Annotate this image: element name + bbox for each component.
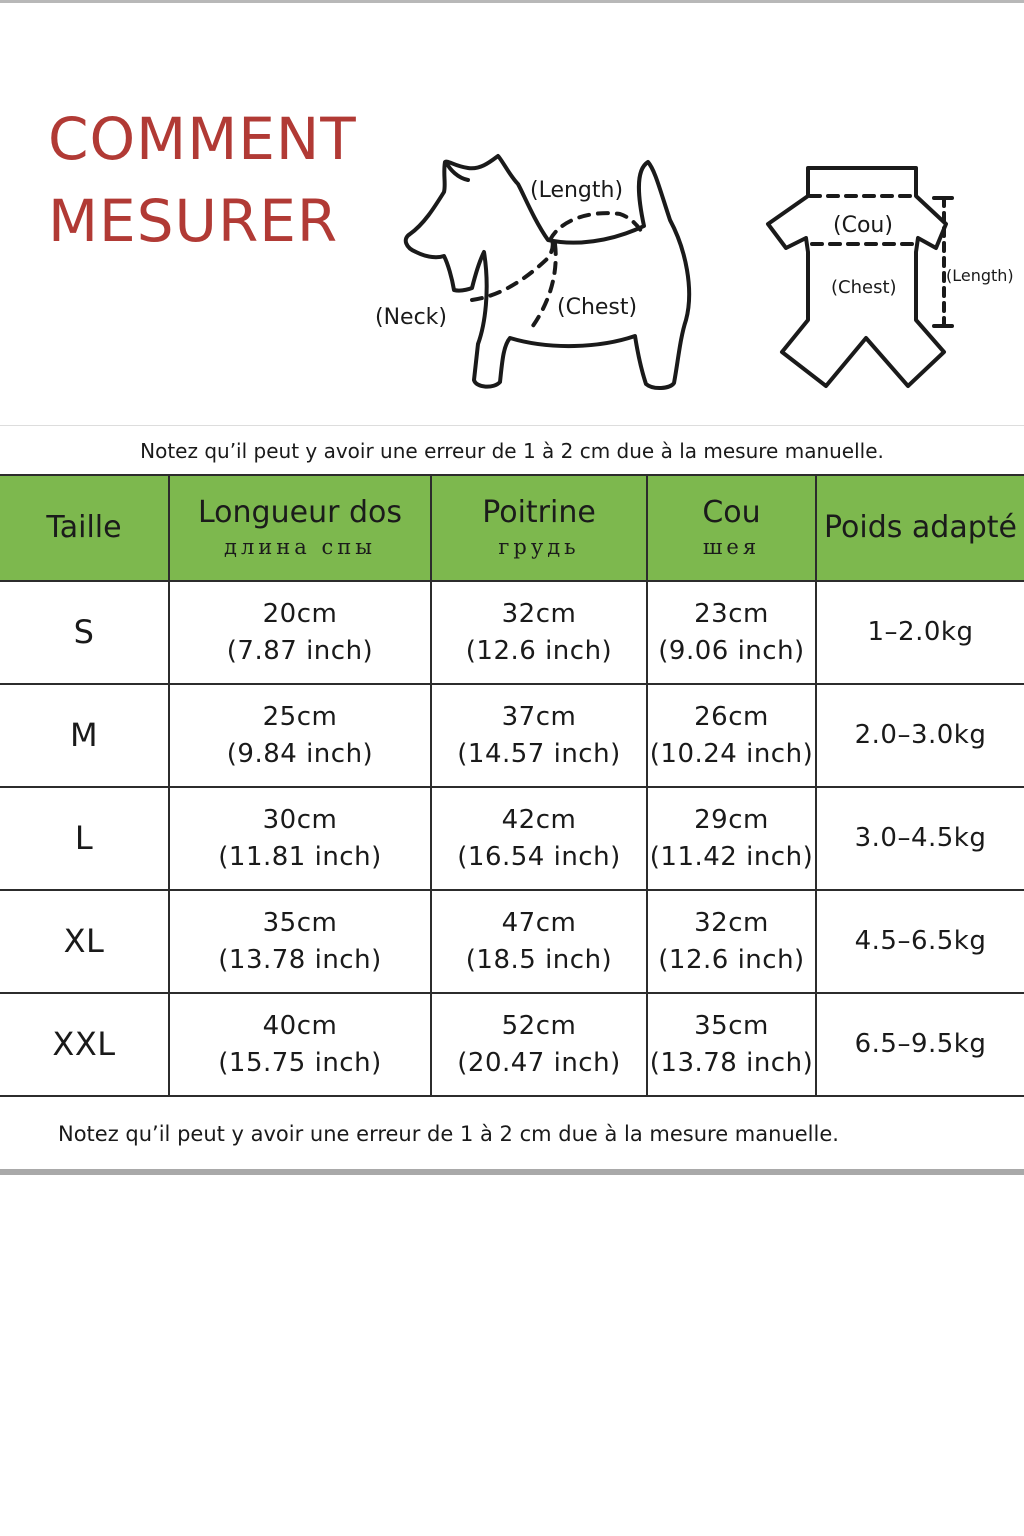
chest-inch: (20.47 inch) — [457, 1047, 621, 1078]
bottom-rule — [0, 1169, 1024, 1175]
back-length-cm: 40cm — [262, 1010, 338, 1041]
table-row — [0, 993, 1024, 1096]
dog-labels — [375, 178, 637, 330]
size-cell: M — [0, 684, 169, 787]
back-length-cm: 25cm — [262, 701, 338, 732]
table-row — [0, 787, 1024, 890]
header-back-length-sublabel: длина спы — [224, 535, 376, 559]
size-cell: XL — [0, 890, 169, 993]
header-row — [0, 475, 1024, 581]
chest-cell — [431, 787, 647, 890]
header-weight-label: Poids adapté — [824, 510, 1017, 545]
back-length-cell — [169, 581, 431, 684]
back-length-cm: 20cm — [262, 598, 338, 629]
header-neck — [647, 475, 816, 581]
chest-cm: 42cm — [501, 804, 577, 835]
neck-inch: (10.24 inch) — [649, 738, 814, 769]
header-neck-label: Cou — [702, 495, 761, 530]
page-title — [48, 98, 357, 262]
chest-inch: (12.6 inch) — [465, 635, 613, 666]
measurement-note-top: Notez qu’il peut y avoir une erreur de 1 à 2 cm due à la mesure manuelle. — [140, 439, 884, 463]
measurement-diagram — [360, 140, 1024, 405]
back-length-cell — [169, 684, 431, 787]
neck-cm: 23cm — [694, 598, 769, 629]
chest-inch: (14.57 inch) — [457, 738, 621, 769]
weight-cell: 2.0–3.0kg — [816, 684, 1024, 787]
neck-cm: 32cm — [694, 907, 769, 938]
neck-cell — [647, 787, 816, 890]
dog-length-label: (Length) — [530, 178, 624, 203]
chest-inch: (18.5 inch) — [465, 944, 613, 975]
weight-cell: 4.5–6.5kg — [816, 890, 1024, 993]
back-length-cell — [169, 993, 431, 1096]
section-divider — [0, 425, 1024, 426]
neck-cell — [647, 581, 816, 684]
dog-length-dash — [550, 213, 644, 240]
header-back-length-label: Longueur dos — [198, 495, 402, 530]
neck-cell — [647, 684, 816, 787]
size-chart-table — [0, 474, 1024, 1097]
back-length-inch: (7.87 inch) — [226, 635, 374, 666]
garment-labels — [831, 213, 1014, 298]
neck-cm: 35cm — [694, 1010, 769, 1041]
neck-cm: 26cm — [694, 701, 769, 732]
chest-cm: 32cm — [501, 598, 577, 629]
back-length-cm: 35cm — [262, 907, 338, 938]
neck-inch: (13.78 inch) — [649, 1047, 814, 1078]
top-rule — [0, 0, 1024, 3]
back-length-cell — [169, 787, 431, 890]
chest-cm: 52cm — [501, 1010, 577, 1041]
header-neck-sublabel: шея — [702, 535, 761, 559]
chest-cm: 37cm — [501, 701, 577, 732]
chest-cell — [431, 890, 647, 993]
neck-inch: (9.06 inch) — [658, 635, 805, 666]
back-length-inch: (13.78 inch) — [218, 944, 382, 975]
size-chart-body — [0, 581, 1024, 1096]
header-chest — [431, 475, 647, 581]
back-length-inch: (11.81 inch) — [218, 841, 382, 872]
size-chart-header — [0, 475, 1024, 581]
header-weight — [816, 475, 1024, 581]
neck-cell — [647, 993, 816, 1096]
neck-cell — [647, 890, 816, 993]
back-length-inch: (9.84 inch) — [226, 738, 374, 769]
weight-cell: 3.0–4.5kg — [816, 787, 1024, 890]
dog-chest-dash — [530, 244, 556, 330]
garment-chest-label: (Chest) — [831, 277, 897, 298]
back-length-cm: 30cm — [262, 804, 338, 835]
size-cell: S — [0, 581, 169, 684]
table-row — [0, 684, 1024, 787]
dog-chest-label: (Chest) — [557, 295, 638, 320]
header-size-label: Taille — [46, 510, 122, 545]
chest-cell — [431, 581, 647, 684]
chest-cm: 47cm — [501, 907, 577, 938]
title-line-1: COMMENT — [48, 105, 357, 173]
back-length-inch: (15.75 inch) — [218, 1047, 382, 1078]
neck-cm: 29cm — [694, 804, 769, 835]
table-row — [0, 890, 1024, 993]
weight-cell: 6.5–9.5kg — [816, 993, 1024, 1096]
table-row — [0, 581, 1024, 684]
back-length-cell — [169, 890, 431, 993]
header-back-length — [169, 475, 431, 581]
title-line-2: MESURER — [48, 187, 339, 255]
measurement-note-bottom: Notez qu’il peut y avoir une erreur de 1 à 2 cm due à la mesure manuelle. — [58, 1122, 839, 1146]
garment-length-label: (Length) — [946, 266, 1014, 285]
neck-inch: (11.42 inch) — [649, 841, 814, 872]
size-cell: L — [0, 787, 169, 890]
chest-inch: (16.54 inch) — [457, 841, 621, 872]
dog-neck-label: (Neck) — [375, 305, 447, 330]
neck-inch: (12.6 inch) — [658, 944, 805, 975]
chest-cell — [431, 684, 647, 787]
chest-cell — [431, 993, 647, 1096]
garment-neck-label: (Cou) — [833, 213, 893, 238]
weight-cell: 1–2.0kg — [816, 581, 1024, 684]
header-chest-label: Poitrine — [482, 495, 596, 530]
header-chest-sublabel: грудь — [498, 535, 580, 559]
header-size — [0, 475, 169, 581]
size-cell: XXL — [0, 993, 169, 1096]
